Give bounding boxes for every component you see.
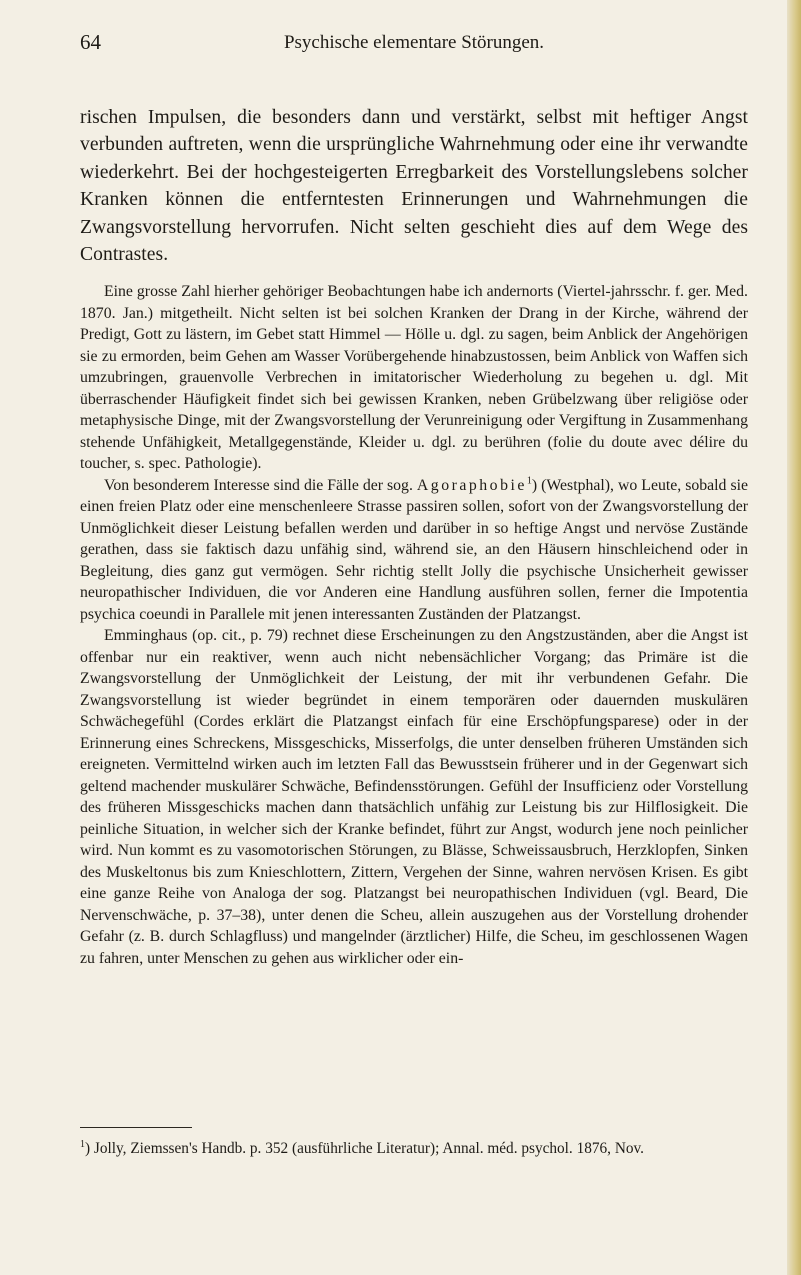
paragraph-observations: Eine grosse Zahl hierher gehöriger Beobachtungen habe ich andernorts (Viertel-jahrsschr. f. ger. Med. 1870. Jan.) mitgetheilt. Nicht selten ist bei solchen Kranken der Drang in der Kirche, während der Predigt, Gott zu lästern, im Gebet statt Himmel — Hölle u. dgl. zu sagen, beim Anblick der Angehörigen sie zu ermorden, beim Gehen am Wasser Vorübergehende hinabzustossen, beim Anblick von Waffen sich umzubringen, grauenvolle Verbrechen in imitatorischer Wiederholung zu begehen u. dgl. Mit überraschender Häufigkeit findet sich bei gewissen Kranken, neben Grübelzwang über religiöse oder metaphysische Dinge, mit der Zwangsvorstellung der Verunreinigung oder Vergiftung in Zusammenhang stehende Unfähigkeit, Metallgegenstände, Kleider u. dgl. zu berühren (folie du doute avec délire du toucher, s. spec. Pathologie).: [80, 283, 748, 473]
footnote-reference[interactable]: 1: [526, 475, 532, 487]
paragraph-agoraphobia: [80, 475, 748, 626]
footnote: [80, 1137, 748, 1160]
agoraphobia-term: Agoraphobie: [416, 476, 527, 494]
paragraph-emminghaus: Emminghaus (op. cit., p. 79) rechnet diese Erscheinungen zu den Angstzuständen, aber die Angst ist offenbar nur ein reaktiver, wenn auch nicht nebensächlicher Vorgang; das Primäre ist die Zwangsvorstellung der Unmöglichkeit der Leistung, der mit ihr verbundenen Gefahr. Die Zwangsvorstellung ist wieder begründet in einem temporären oder dauernden muskulären Schwächegefühl (Cordes erklärt die Platzangst einfach für eine Erschöpfungsparese) oder in der Erinnerung eines Schreckens, Missgeschicks, Misserfolgs, die unter denselben früheren Umständen sich ereigneten. Vermittelnd wirken auch im letzten Fall das Bewusstsein früherer und in der Gegenwart sich geltend machender muskulärer Schwäche, Befindensstörungen. Gefühl der Insufficienz oder Vorstellung des früheren Missgeschicks machen dann thatsächlich unfähig zur Leistung bis zur Hilflosigkeit. Die peinliche Situation, in welcher sich der Kranke befindet, führt zur Angst, wodurch jene noch peinlicher wird. Nun kommt es zu vasomotorischen Störungen, zu Blässe, Schweissausbruch, Herzklopfen, Sinken des Muskeltonus bis zum Knieschlottern, Zittern, Vergehen der Sinne, wahren nervösen Krisen. Es gibt eine ganze Reihe von Analoga der sog. Platzangst bei neuropathischen Individuen (vgl. Beard, Die Nervenschwäche, p. 37–38), unter denen die Scheu, allein auszugehen aus der Vorstellung drohender Gefahr (z. B. durch Schlagfluss) und mangelnder (ärztlicher) Hilfe, die Scheu, im geschlossenen Wagen zu fahren, unter Menschen zu gehen aus wirklicher oder ein-: [80, 627, 748, 967]
footnote-text: ) Jolly, Ziemssen's Handb. p. 352 (ausführliche Literatur); Annal. méd. psychol. 1876, Nov.: [85, 1140, 645, 1157]
page-number: 64: [80, 30, 101, 54]
footnote-rule: [80, 1127, 192, 1128]
footnote-mark: 1: [80, 1138, 85, 1150]
agoraphobia-intro: Von besonderem Interesse sind die Fälle der sog.: [104, 476, 417, 494]
page-body: [80, 104, 748, 969]
lead-paragraph: rischen Impulsen, die besonders dann und verstärkt, selbst mit heftiger Angst verbunden auftreten, wenn die ursprüngliche Wahrnehmung oder eine ihr verwandte wiederkehrt. Bei der hochgesteigerten Erregbarkeit des Vorstellungslebens solcher Kranken können die entferntesten Erinnerungen und Wahrnehmungen die Zwangsvorstellung hervorrufen. Nicht selten geschieht dies auf dem Wege des Contrastes.: [80, 107, 748, 266]
running-title: Psychische elementare Störungen.: [283, 32, 545, 53]
page-header: [80, 30, 748, 60]
page-edge: [787, 0, 801, 1275]
agoraphobia-text: ) (Westphal), wo Leute, sobald sie einen freien Platz oder eine menschenleere Strasse passiren sollen, sofort von der Zwangsvorstellung der Unmöglichkeit dieser Leistung befallen werden und darüber in so heftige Angst und nervöse Zustände gerathen, dass sie faktisch dazu unfähig sind, während sie, an den Häusern hinschleichend oder in Begleitung, dies ganz gut vermögen. Sehr richtig stellt Jolly die psychische Unsicherheit gewisser neuropathischer Individuen, die vor Anderen eine Handlung ausführen sollen, ferner die Impotentia psychica coeundi in Parallele mit jenen interessanten Zuständen der Platzangst.: [80, 476, 748, 623]
